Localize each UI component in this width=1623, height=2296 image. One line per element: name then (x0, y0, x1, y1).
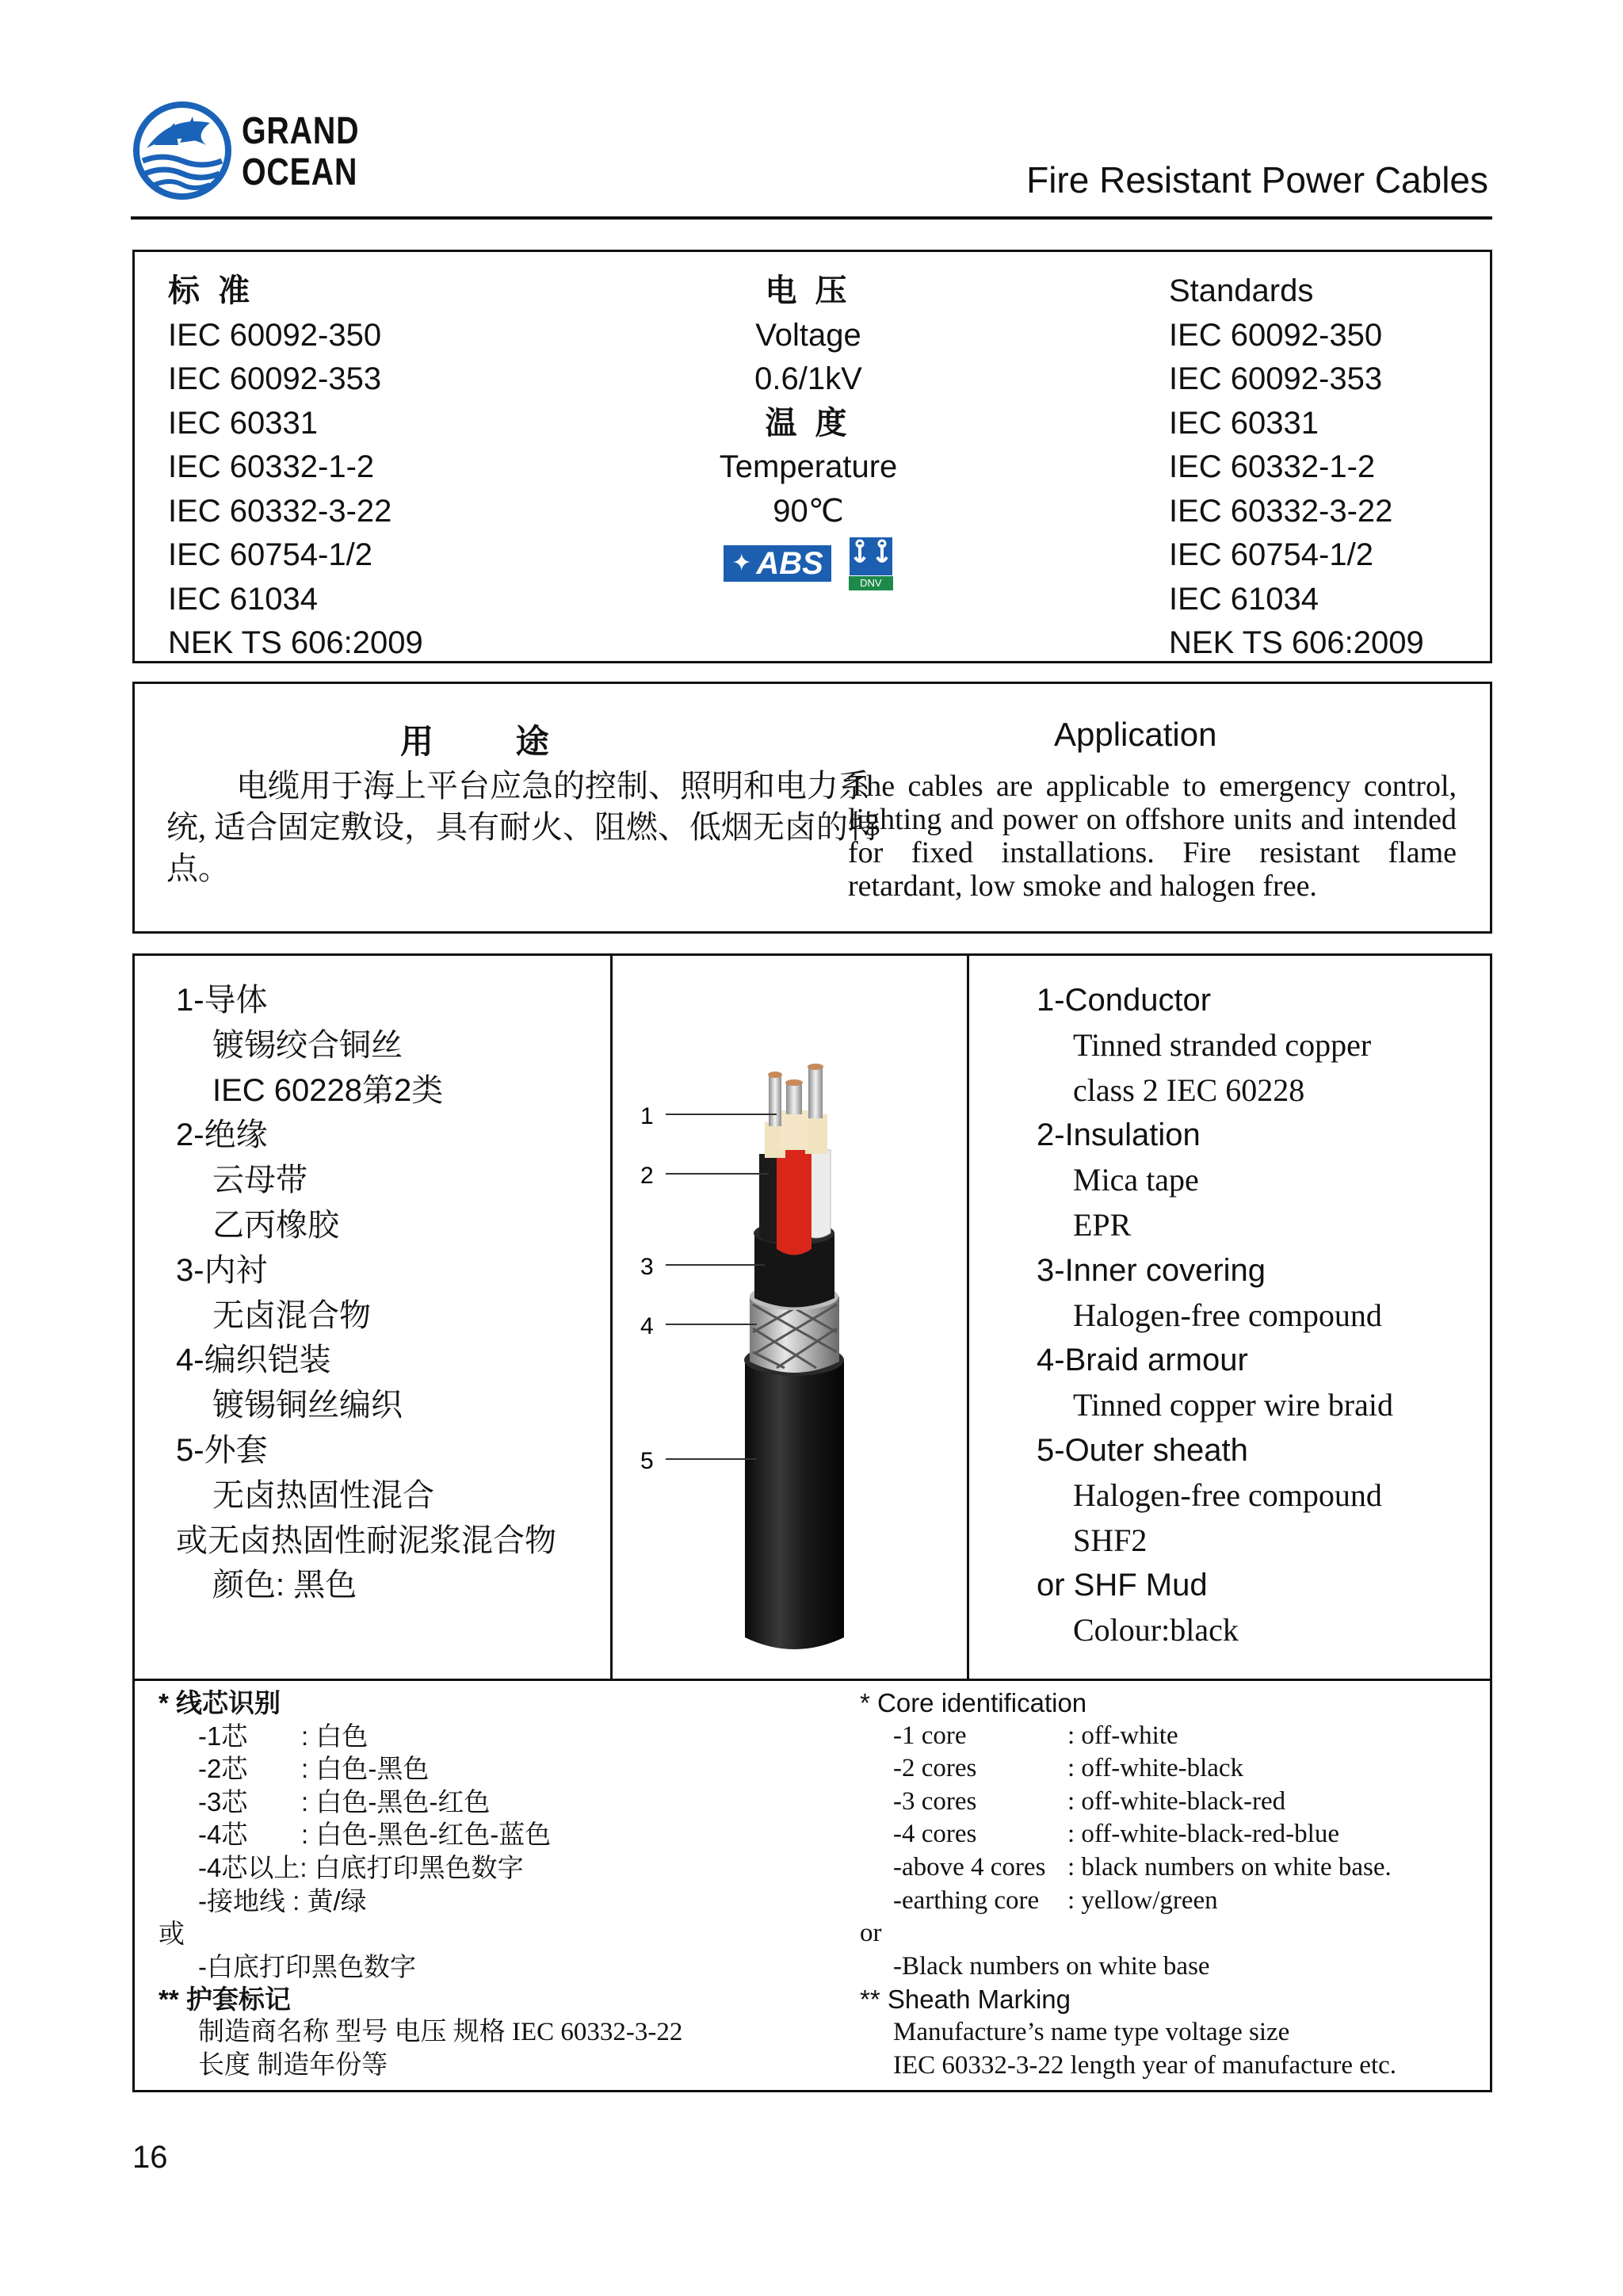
conductor (769, 1075, 781, 1126)
core-id-row (860, 1885, 1396, 1918)
brand-line-1: GRAND (242, 110, 360, 152)
temperature-cn-label: 温 度 (765, 405, 852, 441)
cable-cross-section-illustration (618, 995, 967, 1661)
core-id-en-heading: * Core identification (860, 1688, 1087, 1717)
core-id-key: -1芯 (198, 1721, 248, 1751)
sheath-marking-en-line: Manufacture’s name type voltage size (893, 2017, 1290, 2046)
core-id-row (158, 1720, 682, 1753)
core-id-key: -4芯 (198, 1820, 248, 1850)
core-id-row (158, 1786, 682, 1819)
construction-item: 云母带 (212, 1163, 307, 1198)
standards-en-heading: Standards (1169, 273, 1314, 308)
core-red (777, 1146, 812, 1255)
abs-logo-text: ABS (756, 545, 823, 581)
construction-item: 5-外套 (176, 1432, 268, 1468)
dnv-certification-logo (849, 537, 893, 590)
application-cn-text: 电缆用于海上平台应急的控制、照明和电力系统, 适合固定敷设，具有耐火、阻燃、低烟无卤的特点。 (166, 768, 880, 886)
core-id-alt: -白底打印黑色数字 (198, 1951, 416, 1981)
standard-item: IEC 60332-3-22 (168, 493, 392, 529)
core-id-row (158, 1752, 682, 1786)
conductor (808, 1067, 823, 1118)
column-divider (610, 956, 613, 1679)
core-id-value: : 白色-黑色-红色-蓝色 (301, 1820, 552, 1850)
voltage-en-label: Voltage (755, 317, 861, 353)
standard-item: IEC 61034 (168, 581, 319, 617)
core-id-value: : yellow/green (1067, 1885, 1218, 1915)
construction-item: 1-Conductor (1037, 983, 1212, 1018)
callout-3: 3 (640, 1254, 654, 1280)
construction-en-list (1037, 978, 1393, 1653)
core-id-earth: -接地线 : 黄/绿 (198, 1885, 367, 1916)
standard-item: IEC 60092-353 (168, 361, 382, 396)
brand-name (242, 111, 359, 193)
sheath-marking-en-heading: ** Sheath Marking (860, 1985, 1071, 2015)
core-id-key: -earthing core (893, 1885, 1040, 1915)
construction-box (132, 953, 1492, 2092)
core-id-row (158, 1818, 682, 1851)
certification-logos (650, 533, 967, 593)
standard-item: IEC 60754-1/2 (168, 537, 372, 572)
standard-item: IEC 60754-1/2 (1169, 537, 1373, 572)
sheath-marking-cn-line: 制造商名称 型号 电压 规格 IEC 60332-3-22 (198, 2017, 683, 2046)
construction-item: Halogen-free compound (1073, 1477, 1382, 1513)
construction-item: SHF2 (1073, 1522, 1148, 1558)
construction-item: IEC 60228第2类 (212, 1072, 444, 1108)
standard-item: IEC 60332-1-2 (1169, 449, 1376, 484)
core-id-row (860, 1786, 1396, 1819)
core-id-or: or (860, 1919, 882, 1948)
callout-2: 2 (640, 1163, 654, 1189)
core-id-value: : 白色-黑色 (301, 1754, 430, 1784)
core-id-value: : off-white-black-red-blue (1067, 1820, 1339, 1849)
ratings-column (650, 269, 967, 593)
construction-item: 2-Insulation (1037, 1117, 1201, 1153)
standard-item: IEC 60092-350 (168, 317, 382, 353)
page-number: 16 (132, 2140, 168, 2175)
core-id-value: : 白色-黑色-红色 (301, 1786, 491, 1817)
sheath-marking-cn-heading: ** 护套标记 (158, 1985, 291, 2015)
abs-certification-logo (724, 545, 831, 582)
outer-sheath (745, 1360, 844, 1649)
voltage-cn-label: 电 压 (765, 273, 852, 308)
dnv-logo-text: DNV (849, 576, 893, 590)
construction-item: 镀锡铜丝编织 (212, 1388, 403, 1423)
core-id-value: : black numbers on white base. (1067, 1852, 1392, 1881)
construction-item: class 2 IEC 60228 (1073, 1072, 1305, 1108)
core-id-value: : off-white (1067, 1721, 1178, 1750)
construction-item: EPR (1073, 1206, 1132, 1243)
core-id-key: -4 cores (893, 1820, 977, 1849)
sheath-marking-cn-line: 长度 制造年份等 (198, 2050, 388, 2080)
core-id-key: -1 core (893, 1721, 967, 1750)
construction-item: 颜色: 黑色 (212, 1568, 357, 1603)
construction-item: 3-内衬 (176, 1252, 268, 1288)
brand-line-2: OCEAN (242, 151, 358, 193)
core-id-value: : off-white-black (1067, 1754, 1244, 1783)
construction-item: 或无卤热固性耐泥浆混合物 (176, 1522, 556, 1558)
construction-item: 无卤混合物 (212, 1297, 371, 1333)
core-id-row (860, 1818, 1396, 1851)
application-box (132, 682, 1492, 934)
page-title: Fire Resistant Power Cables (1026, 159, 1488, 201)
dnv-anchor-icon (849, 537, 893, 576)
core-id-value: : 白色 (301, 1721, 369, 1751)
construction-item: Tinned stranded copper (1073, 1026, 1372, 1063)
standard-item: IEC 60332-3-22 (1169, 493, 1393, 529)
core-id-or: 或 (158, 1919, 185, 1949)
construction-item: 4-编织铠装 (176, 1343, 331, 1378)
standard-item: IEC 60092-353 (1169, 361, 1383, 396)
voltage-value: 0.6/1kV (754, 361, 862, 396)
abs-eagle-icon: ✦ (731, 549, 752, 576)
application-en-heading: Application (1054, 716, 1217, 753)
construction-item: 5-Outer sheath (1037, 1432, 1248, 1468)
header-divider (131, 216, 1492, 220)
construction-item: 4-Braid armour (1037, 1343, 1248, 1378)
standard-item: IEC 60332-1-2 (168, 449, 375, 484)
core-id-row (860, 1720, 1396, 1753)
application-en-text: The cables are applicable to emergency control, lighting and power on offshore units and intended for fixed installations. Fire resistant flame retardant, low smoke and halogen free. (848, 770, 1457, 903)
core-id-row (860, 1752, 1396, 1786)
construction-cn-list (176, 978, 556, 1608)
construction-item: Mica tape (1073, 1162, 1199, 1198)
sheath-marking-en-line: IEC 60332-3-22 length year of manufacture etc. (893, 2050, 1397, 2080)
conductor (786, 1083, 802, 1114)
construction-item: Halogen-free compound (1073, 1297, 1382, 1333)
core-id-row (860, 1851, 1396, 1885)
core-id-key: -2芯 (198, 1754, 248, 1784)
construction-item: Tinned copper wire braid (1073, 1387, 1393, 1423)
wave-ship-emblem-icon (131, 99, 234, 202)
construction-item: Colour:black (1073, 1612, 1239, 1648)
callout-5: 5 (640, 1448, 654, 1474)
temperature-en-label: Temperature (719, 449, 898, 484)
standard-item: IEC 60331 (168, 405, 319, 441)
application-cn-heading: 用 途 (400, 723, 554, 760)
core-id-cn-heading: * 线芯识别 (158, 1688, 281, 1717)
construction-item: 2-绝缘 (176, 1117, 268, 1153)
construction-item: 3-Inner covering (1037, 1252, 1266, 1288)
standard-item: IEC 60092-350 (1169, 317, 1383, 353)
core-id-key: -2 cores (893, 1754, 977, 1783)
standards-cn-heading: 标 准 (168, 273, 255, 308)
standard-item: IEC 61034 (1169, 581, 1319, 617)
construction-item: 无卤热固性混合 (212, 1477, 434, 1513)
temperature-value: 90℃ (773, 493, 844, 529)
column-divider (967, 956, 969, 1679)
standards-cn-column (168, 269, 423, 666)
core-id-key: -3 cores (893, 1786, 977, 1816)
callout-1: 1 (640, 1103, 654, 1129)
core-identification-en (860, 1687, 1396, 2082)
standard-item: NEK TS 606:2009 (168, 625, 423, 660)
core-identification-cn (158, 1687, 682, 2082)
section-divider (135, 1679, 1490, 1681)
standards-box (132, 250, 1492, 663)
core-id-value: : off-white-black-red (1067, 1786, 1286, 1816)
core-id-alt: -Black numbers on white base (893, 1951, 1210, 1981)
construction-item: 1-导体 (176, 983, 268, 1018)
core-id-key: -3芯 (198, 1786, 248, 1817)
standard-item: IEC 60331 (1169, 405, 1319, 441)
core-id-above4: -4芯以上: 白底打印黑色数字 (198, 1852, 524, 1882)
construction-item: or SHF Mud (1037, 1568, 1208, 1603)
construction-item: 乙丙橡胶 (212, 1207, 339, 1243)
callout-4: 4 (640, 1313, 654, 1339)
standards-en-column (1169, 269, 1424, 666)
core-id-key: -above 4 cores (893, 1852, 1046, 1881)
standard-item: NEK TS 606:2009 (1169, 625, 1424, 660)
construction-item: 镀锡绞合铜丝 (212, 1027, 403, 1063)
